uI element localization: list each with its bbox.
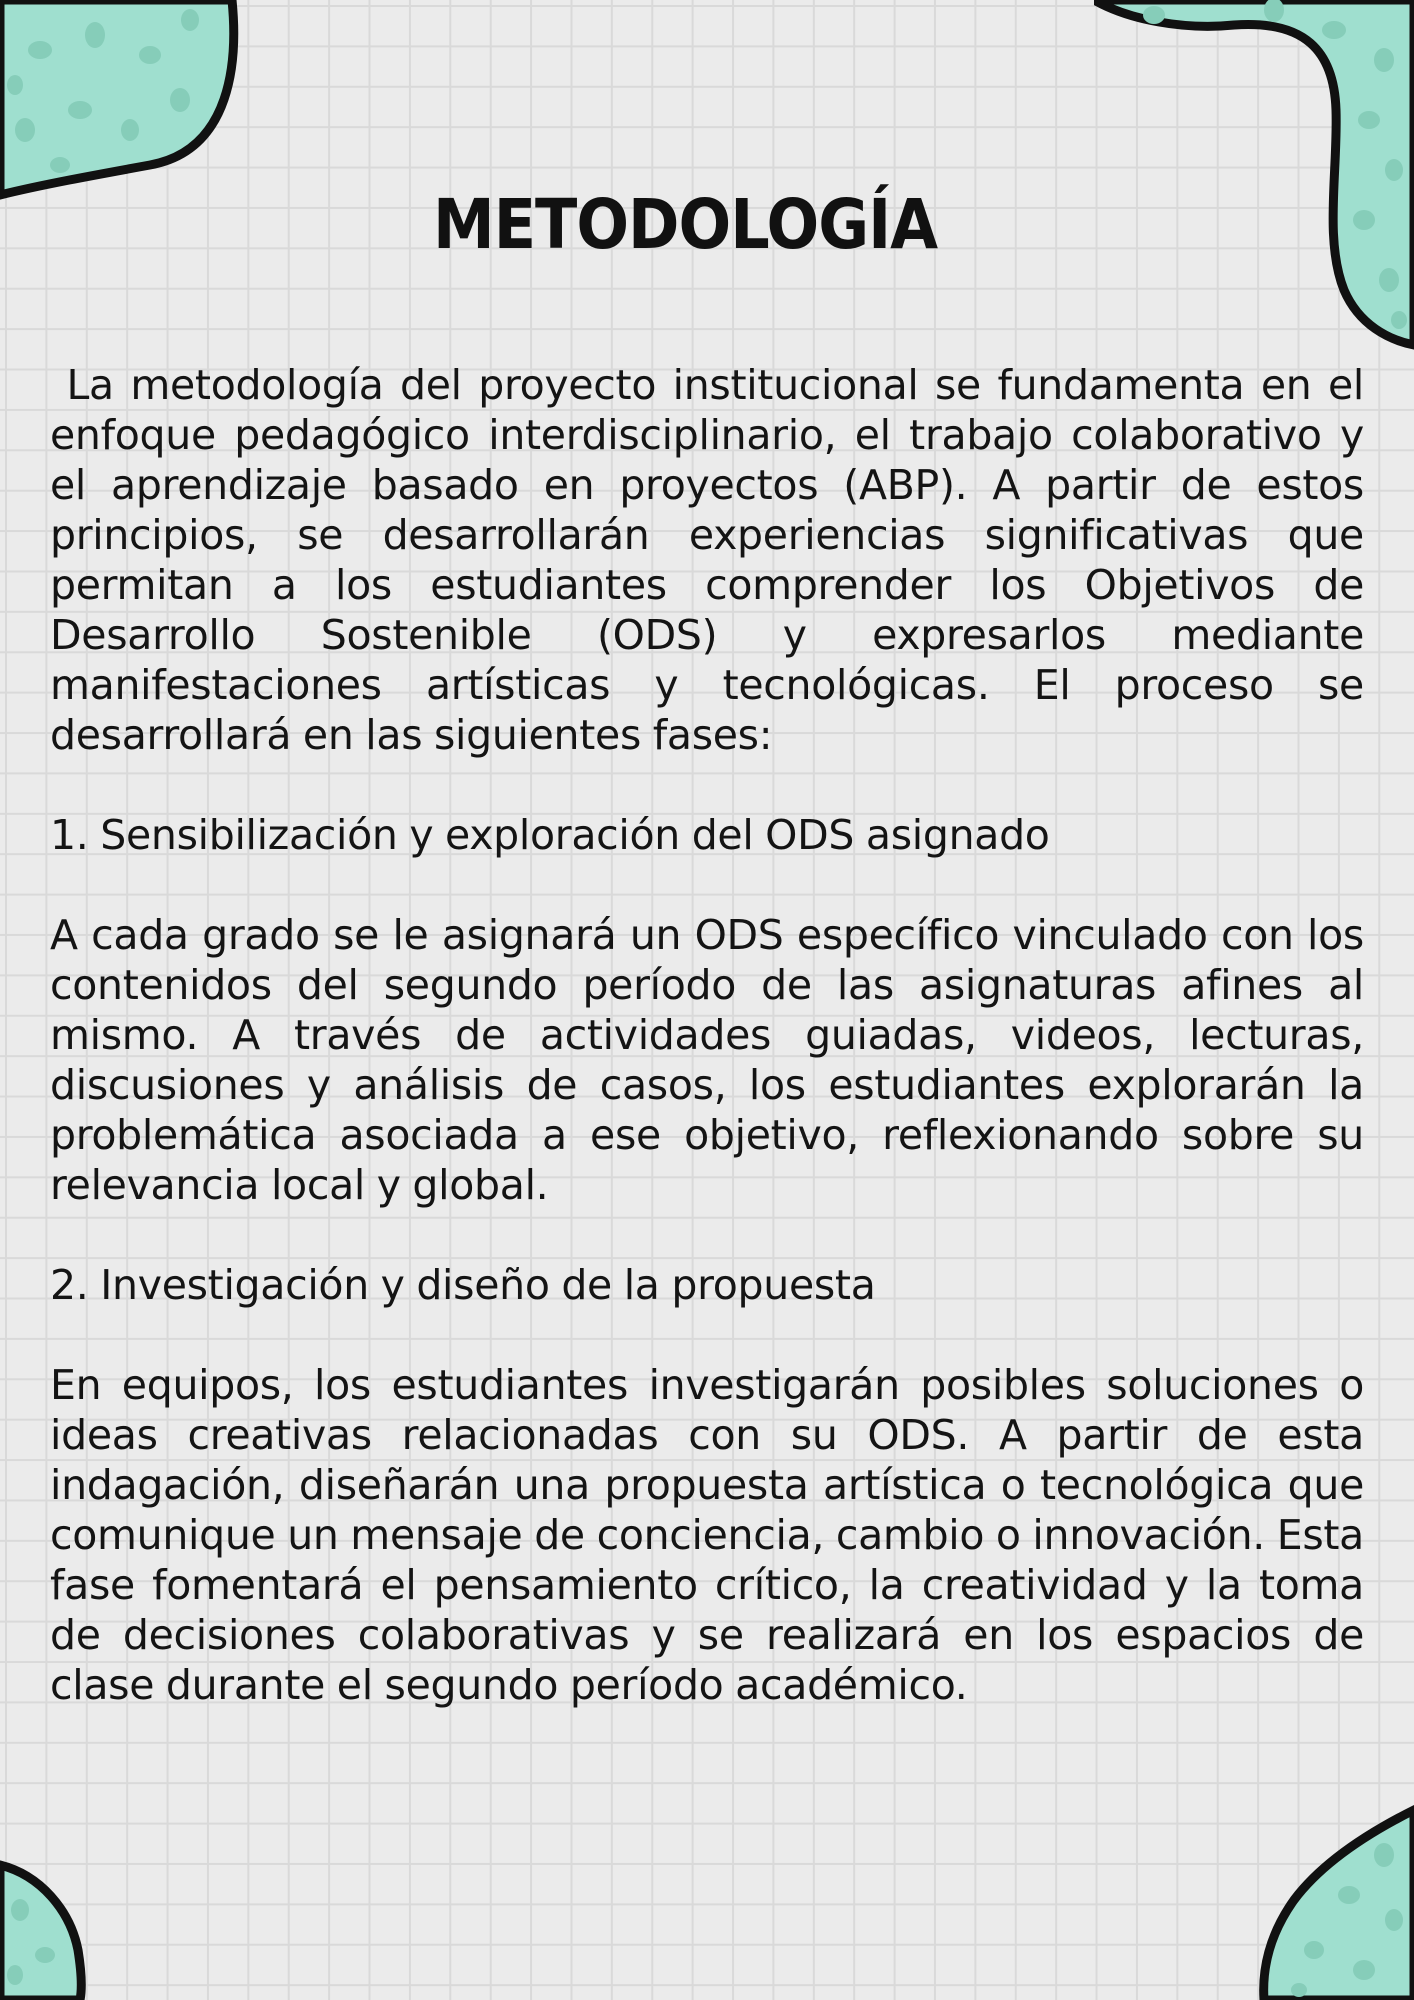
intro-paragraph: La metodología del proyecto institucional se fundamenta en el enfoque pedagógico interdisciplinario, el trabajo colaborativo y el aprendizaje basado en proyectos (ABP). A partir de estos principios, se desarrollarán experiencias significativas que permitan a los estudiantes comprender los Objetivos de Desarrollo Sostenible (ODS) y expresarlos mediante manifestaciones artísticas y tecnológicas. El proceso se desarrollará en las siguientes fases: — [50, 361, 1376, 759]
bottom-left-corner-blob — [0, 1850, 100, 2000]
spacer — [50, 1210, 1364, 1260]
document-body — [50, 360, 1376, 1710]
phase-2-heading: 2. Investigación y diseño de la propuesta — [50, 1261, 876, 1309]
page-title: METODOLOGÍA — [433, 184, 938, 265]
spacer — [50, 760, 1364, 810]
top-right-corner-blob — [1094, 0, 1414, 360]
spacer — [50, 1310, 1364, 1360]
spacer — [50, 860, 1364, 910]
phase-1-heading: 1. Sensibilización y exploración del ODS asignado — [50, 811, 1050, 859]
top-left-corner-blob — [0, 0, 250, 210]
phase-2-body: En equipos, los estudiantes investigarán posibles soluciones o ideas creativas relacionadas con su ODS. A partir de esta indagación, diseñarán una propuesta artística o tecnológica que comunique un mensaje de conciencia, cambio o innovación. Esta fase fomentará el pensamiento crítico, la creatividad y la toma de decisiones colaborativas y se realizará en los espacios de clase durante el segundo período académico. — [50, 1361, 1364, 1709]
phase-1-body: A cada grado se le asignará un ODS específico vinculado con los contenidos del segundo período de las asignaturas afines al mismo. A través de actividades guiadas, videos, lecturas, discusiones y análisis de casos, los estudiantes explorarán la problemática asociada a ese objetivo, reflexionando sobre su relevancia local y global. — [50, 911, 1364, 1209]
bottom-right-corner-blob — [1254, 1800, 1414, 2000]
